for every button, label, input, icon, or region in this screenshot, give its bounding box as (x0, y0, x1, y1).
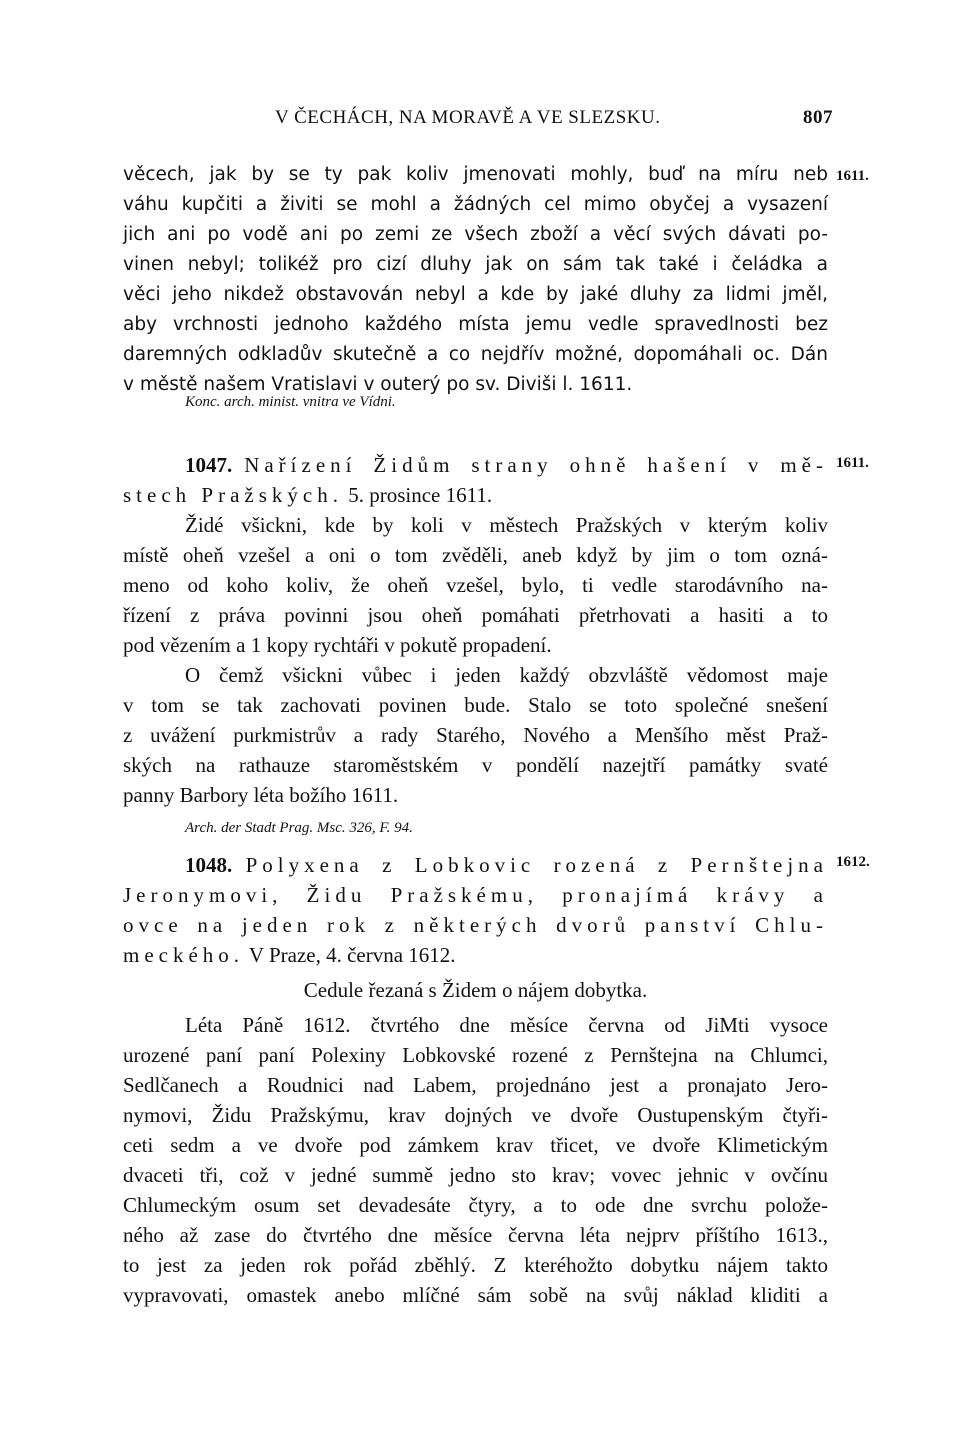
doc-1048-para-line: Léta Páně 1612. čtvrtého dne měsíce června od JiMti vysoce (185, 1013, 828, 1037)
doc-1047-para2-line: ských na rathauze staroměstském v pondělí nazejtří památky svaté (123, 753, 828, 777)
doc-1048-para-line: Sedlčanech a Roudnici nad Labem, projednáno jest a pronajato Jero- (123, 1073, 828, 1097)
doc-1047-para2-line: v tom se tak zachovati povinen bude. Stalo se toto společné snešení (123, 693, 828, 717)
doc-1047-title: Nařízení Židům strany ohně hašení v mě- (244, 453, 828, 477)
source-note-continuation: Konc. arch. minist. vnitra ve Vídni. (185, 394, 396, 410)
page-number: 807 (803, 107, 833, 128)
source-note-1047: Arch. der Stadt Prag. Msc. 326, F. 94. (185, 820, 413, 836)
doc-1047-date: 5. prosince 1611. (342, 483, 493, 507)
doc-1047-para2-line: z uvážení purkmistrův a rady Starého, Nového a Menšího měst Praž- (123, 723, 828, 747)
doc-1048-title: Polyxena z Lobkovic rozená z Pernštejna (245, 853, 828, 877)
doc-1047-para1-line: pod vězením a 1 kopy rychtáři v pokutě propadení. (123, 633, 552, 657)
doc-1048-para-line: ceti sedm a ve dvoře pod zámkem krav třicet, ve dvoře Klimetickým (123, 1133, 828, 1157)
doc-1048-para-line: urozené paní paní Polexiny Lobkovské rozené z Pernštejna na Chlumci, (123, 1043, 828, 1067)
doc-1047-para1-line: místě oheň vzešel a oni o tom zvěděli, aneb když by jim o tom ozná- (123, 543, 828, 567)
doc-1047-para1-line: meno od koho koliv, že oheň vzešel, bylo, ti vedle starodávního na- (123, 573, 828, 597)
doc-1047-para2-line: O čemž všickni vůbec i jeden každý obzvláště vědomost maje (185, 663, 828, 687)
continuation-line: daremných odkladův skutečně a co nejdřív možné, dopomáhali oc. Dán (123, 344, 828, 365)
running-title: V ČECHÁCH, NA MORAVĚ A VE SLEZSKU. (275, 107, 661, 128)
doc-1048-title-cont: meckého. (123, 943, 245, 967)
doc-1048-number: 1048. (185, 853, 233, 877)
doc-1048-title-line: Jeronymovi, Židu Pražskému, pronajímá krávy a (123, 883, 828, 907)
doc-1047-number: 1047. (185, 453, 233, 477)
doc-1048-subtitle: Cedule řezaná s Židem o nájem dobytka. (303, 978, 648, 1002)
doc-1047-title-cont: stech Pražských. (123, 483, 343, 507)
doc-1048-title-line-last (123, 940, 828, 970)
doc-1047-para1-line: řízení z práva povinni jsou oheň pomáhati přetrhovati a hasiti a to (123, 603, 828, 627)
doc-1048-title-line: ovce na jeden rok z některých dvorů panství Chlu- (123, 913, 828, 937)
margin-year-continuation: 1611. (836, 168, 869, 184)
continuation-line: věci jeho nikdež obstavován nebyl a kde by jaké dluhy za lidmi jměl, (123, 284, 828, 305)
doc-1048-para-line: to jest za jeden rok pořád zběhlý. Z kteréhožto dobytku nájem takto (123, 1253, 828, 1277)
doc-1048-para-line: nymovi, Židu Pražskýmu, krav dojných ve dvoře Oustupenským čtyři- (123, 1103, 828, 1127)
continuation-line: aby vrchnosti jednoho každého místa jemu vedle spravedlnosti bez (123, 314, 828, 335)
doc-1047-title-line1 (123, 450, 828, 480)
continuation-line: v městě našem Vratislavi v outerý po sv. Diviši l. 1611. (123, 374, 633, 395)
doc-1048-para-line: dvaceti tři, což v jedné summě jedno sto krav; vovec jehnic v ovčínu (123, 1163, 828, 1187)
continuation-line: jich ani po vodě ani po zemi ze všech zboží a věcí svých dávati po- (123, 224, 828, 245)
continuation-line: věcech, jak by se ty pak koliv jmenovati mohly, buď na míru neb (123, 164, 828, 185)
continuation-line: váhu kupčiti a živiti se mohl a žádných cel mimo obyčej a vysazení (123, 194, 828, 215)
doc-1047-para1-line: Židé všickni, kde by koli v městech Pražských v kterým koliv (185, 513, 828, 537)
margin-year-1047: 1611. (836, 455, 869, 471)
doc-1048-para-line: vypravovati, omastek anebo mlíčné sám sobě na svůj náklad kliditi a (123, 1283, 828, 1307)
doc-1048-title-line1 (123, 850, 828, 880)
continuation-line: vinen nebyl; tolikéž pro cizí dluhy jak on sám tak také i čeládka a (123, 254, 828, 275)
doc-1047-para2-line: panny Barbory léta božího 1611. (123, 783, 399, 807)
doc-1048-date: V Praze, 4. června 1612. (244, 943, 456, 967)
running-header (263, 107, 833, 137)
margin-year-1048: 1612. (836, 854, 870, 870)
doc-1047-title-line2 (123, 480, 828, 510)
doc-1048-para-line: ného až zase do čtvrtého dne měsíce června léta nejprv příštího 1613., (123, 1223, 828, 1247)
doc-1048-para-line: Chlumeckým osum set devadesáte čtyry, a to ode dne svrchu polože- (123, 1193, 828, 1217)
